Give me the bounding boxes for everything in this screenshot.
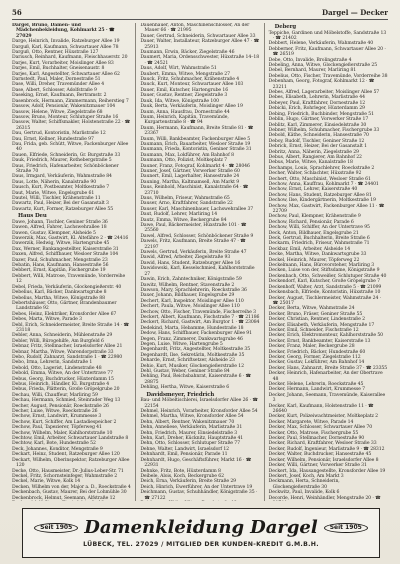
directory-entry: Daum, Hermann, Kaufmann, Breite Straße 81 · ☎ 23367 <box>140 125 254 137</box>
directory-entry: Daus, Adolf, Wirt, Wahmstraße 51 <box>140 66 217 72</box>
directory-entry: Dassow, Helene, Witwe, Ziegelstraße 68 <box>12 109 103 115</box>
directory-entry: Debus, Marie, Witwe, Kanalstraße 18 <box>268 160 353 166</box>
directory-entry: Dargel, Bruno, Damen- und Mädchenbekleidung, Kohlmarkt 25 · ☎ 27029 <box>12 23 115 39</box>
directory-entry: Dausch, Kurt, Postbeamter, Moltkestraße 7 <box>12 185 110 191</box>
directory-entry: Darguß, Otto, Rentner, Hüxstraße 127 <box>12 50 99 56</box>
directory-entry: Deckbar, Emil, Arbeiter, Alsheide 14 <box>268 246 351 252</box>
directory-entry: Debold, Otto, Lagerist, Lindenstraße 48 <box>12 365 102 371</box>
directory-entry: Dechow, Ernst, Lehrer, Kaiserstraße 40 <box>268 187 358 193</box>
directory-entry: Dechert, Paula, Witwe, Moislinger Allee 110 <box>140 304 240 310</box>
directory-entry: Daxer, Johann, Bildhauer, Engelsgrube 29 <box>140 293 235 299</box>
directory-entry: Dehl, Gustav, Weber, Geniner Straße 84 <box>140 369 230 374</box>
ad-oval-left: Seit 1905 <box>34 523 78 533</box>
directory-entry: Daus, Reinhold, Maschinist, Kanalstraße 64 · ☎ 23710 <box>140 185 249 196</box>
directory-entry: Daumann, Otto, Polizist, Moltkeplatz 7 <box>140 158 227 164</box>
directory-entry: Dauer, Walter, Installateur, Ratzeburger Allee 47 · ☎ 25913 <box>140 39 260 50</box>
directory-entry: Dase, Willi, Dreher, Travemünder Allee 4 <box>12 82 105 88</box>
directory-entry: Decker, Georg, Former, Ziegelstraße 112 <box>268 354 361 360</box>
directory-entry: Debus, Albert, Rangierer, Am Bahnhof 22 <box>268 154 362 160</box>
directory-entry: Dechow, Paul, Tapezierer, Töpferweg 41 <box>12 425 102 431</box>
directory-entry: Dechow, Wilhelm, Maler, Kahlhorststraße 10 <box>12 430 113 436</box>
directory-entry: Dawel, Alfred, Schlosser, Schönböckener Straße 9 <box>140 233 254 239</box>
directory-entry: Debeyer, Paul, Kraftfahrer, Dornestraße 12 <box>268 100 366 106</box>
directory-entry: Degen, Franz, Zimmerer, Dankwartsgrube 46 <box>140 336 243 342</box>
directory-entry: Daus, Lotte, Näherin, Kanalstraße 90 <box>12 179 97 185</box>
directory-entry: Debo, Irma, Lehrerin, Sandstraße 1 <box>12 360 93 366</box>
directory-entry: Deboy, Rudolf, Tischler, Geniner Straße 12 <box>268 138 365 144</box>
directory-entry: Decker, August, Tischlermeister, Wahmstraße 24 · ☎ 25017 <box>268 295 382 306</box>
directory-entry: Decke, Martha, Witwe, Dankwartsgrube 33 <box>268 252 367 258</box>
directory-entry: Daumann, Frieda, Kontoristin, Geniner Straße 31 <box>140 147 252 153</box>
directory-entry: Degen, Luise, Witwe, Hartengrube 5 <box>140 341 223 347</box>
directory-entry: Decorde, Henri, Weinhändler, Mengstraße 20 · ☎ <box>268 495 381 501</box>
directory-entry: Deckmann, Herta, Schneiderin, Glockengießerstraße 30 <box>268 479 340 490</box>
ad-footer: LÜBECK, TEL. 27029 / MITGLIED DER KUNDEN-KREDIT G.M.B.H. <box>83 541 319 548</box>
directory-entry: Debes, Marta, Witwe, Parade 3 <box>12 317 82 323</box>
directory-entry: Dazer, Paul, Schuhmacher, Mengstraße 23 <box>12 257 108 263</box>
directory-entry: Debner, Wilhelm, Schuhmacher, Fischergrube 33 <box>268 127 380 133</box>
directory-entry: Debler, Willi, Bürogehilfe, Am Burgfeld 6 <box>12 338 104 344</box>
directory-entry: Daum, Heinrich, Kapitän, Travemünde, Kurgartenstraße 8 · ☎ 94 <box>140 114 229 126</box>
directory-entry: Deckelmann, Hans, Bürovorsteher, Marliring 3 <box>268 263 375 269</box>
directory-entry: Dauk, Friedrich, Maurer, Rothebergstraße 5 <box>12 158 112 164</box>
directory-entry: Dauner, Josef, Gärtner, Vorwerker Straße 60 <box>140 168 240 174</box>
directory-entry: Dedekind, Marta, Hebamme, Hundestraße 18 <box>140 325 244 331</box>
directory-entry: Decker, Karl, Kaufmann, Holstenstraße 11 · ☎ 26640 <box>268 403 374 415</box>
directory-entry: Daut, Rudolf, Lehrer, Marliring 14 <box>140 212 218 218</box>
directory-entry: Dechamps, Louis, Sprachlehrer, Roeckstraße 2 <box>268 165 375 171</box>
directory-entry: Dawartz, Paul, Heizer, Bei der Gasanstalt 3 <box>12 201 109 207</box>
directory-entry: Deckenbach, Otto, Schweißer, Schlutuper Straße 40 <box>268 273 387 279</box>
directory-entry: Decker, Ernst, Bankbeamter, Kaiserstraße 13 <box>268 338 371 344</box>
column-3 <box>264 23 388 501</box>
directory-entry: Debler, Anna, Schneiderin, Mühlenstraße 29 <box>12 333 113 339</box>
directory-entry: Dechau, Willi, Chauffeur, Marliring 59 <box>12 392 98 398</box>
directory-entry: Deich, Hinrich, Ewerführer, An der Untertrave 19 <box>140 484 253 490</box>
directory-entry: Debl, Erich, Schneidermeister, Breite Straße 14 · ☎ 23118 <box>12 322 130 333</box>
directory-entry: Dassow, Adolf, Pensionär, Wakenitzmauer 104 <box>12 104 116 110</box>
directory-entry: Decke, Otto, Hausmeister, Dr.-Julius-Leber-Str. 71 <box>12 468 124 474</box>
directory-entry: Decker, Johann, Seemann, Travemünde, Kaiserallee 3 <box>268 392 386 404</box>
directory-entry: Dehn, Karl, Dreher, Kücknitz, Hauptstraße 41 <box>140 436 244 442</box>
directory-entry: Dawid, Hans, Student, Ratzeburger Allee 16 <box>140 260 241 266</box>
directory-entry: Debold, Käthe, Schneiderin, Hansestraße 70 <box>268 133 369 139</box>
directory-entry: Darjes, Karl, Angestellter, Schwartauer Allee 62 <box>12 71 120 77</box>
directory-entry: Decker, Berta, Witwe, Wahmstraße 24 <box>268 306 355 312</box>
directory-entry: Debbert, Ernst, Kapitän, Fischergrube 19 <box>12 268 106 274</box>
section-heading: Haus Deu <box>18 213 47 220</box>
directory-entry: Debatin, Hans, Kaufmann, Hansestraße 56 <box>12 263 109 269</box>
directory-entry: Dawitz, Wilhelm, Rentner, Stavenstraße 2 <box>140 282 235 288</box>
directory-entry: Dauer, Gertrud, Schneiderin, Schwartauer Allee 33 <box>140 33 256 39</box>
directory-entry: Debnar, Fritz, Stellmacher, Israelsdorfer Allee 21 <box>12 344 123 350</box>
directory-entry: Dawe, Paul, Bäckermeister, Hüxstraße 101 · ☎ 25560 <box>140 223 247 234</box>
directory-entry: Decker, Franz, Maler, Beckergrube 28 <box>268 344 355 350</box>
directory-entry: Daumann, Erich, Bauarbeiter, Wesloer Straße 19 <box>140 141 251 147</box>
directory-entry: Decher, August, Pensionär, Roeckstraße 26 <box>12 403 109 409</box>
directory-entry: Deck, Gertrud, Buchhalterin, Breite Straße 6 <box>268 236 370 242</box>
directory-entry: Dassow, Bruno, Monteur, Schlutuper Straße 16 <box>12 114 119 120</box>
directory-entry: Decken, Wilhelm von der, Major a. D., Roeckstraße 4 <box>12 484 131 490</box>
directory-entry: Decker, Wilhelm, Pensionär, Israelsdorfer Allee 8 <box>268 457 379 463</box>
directory-entry: Degenhardt, Ilse, Sekretärin, Moltkestraße 35 <box>140 352 245 358</box>
directory-entry: Daunert, Emil, Lagerhalter, Hansestraße 24 <box>140 174 240 180</box>
directory-entry: Decker, Bruno, Fräser, Geniner Straße 55 <box>268 311 363 317</box>
directory-entry: Debbert, Willi, Matrose, Travemünde, Vorderreihe 12 <box>12 273 126 285</box>
directory-entry: Decker, Gustav, Lokführer, Am Bahnhof 14 <box>268 360 365 366</box>
directory-entry: Deckarm, Friedrich, Friseur, Wahmstraße 71 <box>268 241 370 247</box>
directory-entry: Darge, Heinrich, Invalide, Ratzeburger Allee 19 <box>12 39 120 45</box>
directory-entry: Dehn, Anneliese, Verkäuferin, Marlistraße 31 <box>140 425 243 431</box>
directory-entry: Decker, Willi, Gärtner, Vorwerker Straße 31 <box>268 463 367 469</box>
directory-entry: Dawels, Gertrud, Verkäuferin, Breite Straße 47 <box>140 250 247 256</box>
directory-entry: Dehnhardt, Hugo, Geschäftsführer, Markt 16 · ☎ 22931 <box>140 457 252 469</box>
directory-entry: Dechert, Karl, Inspektor, Moislinger Allee 110 <box>140 298 244 304</box>
column-2 <box>135 23 259 501</box>
directory-entry: Deckel, Marie, Witwe, Kolk 14 <box>12 479 81 485</box>
directory-entry: Deckenbrock, Helmut, Seemann, Alfstraße 12 <box>12 495 116 501</box>
directory-entry: Debel, Bernhard, Maurer, Marliring 81 <box>268 68 357 74</box>
directory-entry: Decker, Christian, Rentner, Lindenstraße 2 <box>268 317 365 323</box>
directory-entry: Dawidowski, Karl, Kesselschmied, Kahlhorststraße 27 <box>140 266 255 277</box>
directory-entry: Daut, Marie, Witwe, Engelsgrube 61 <box>12 190 95 196</box>
directory-entry: Deckendorf, Karl, Kutscher, Große Gröpelgrube 7 <box>268 279 381 285</box>
directory-entry: Deckart, Wilhelm, Oberinspektor, Ratzeburger Allee 120 <box>12 457 130 469</box>
directory-entry: Dehmel, Heinrich, Vorarbeiter, Kronsforder Allee 54 <box>140 409 258 415</box>
directory-entry: Decker, Hans, Zahnarzt, Breite Straße 37 · ☎ 23355 <box>268 365 388 371</box>
directory-entry: Dassow, Walter, Schiffsmakler, Holstenstraße 22 · ☎ 26315 <box>12 120 131 131</box>
directory-entry: Decker, Richard, Kraftfahrer, Wesloer Straße 33 <box>268 441 377 447</box>
page-header <box>12 6 388 18</box>
directory-entry: Dehling, Hertha, Witwe, Kaiserstraße 6 <box>140 385 230 391</box>
directory-entry: Dautel, Willi, Tischler, Krähenstraße 11 <box>12 196 101 201</box>
directory-entry: Debelius, Martha, Witwe, Königstraße 88 <box>12 295 105 301</box>
directory-entry: Dehnhardt, Emil, Pensionär, Parade 11 <box>140 452 228 458</box>
directory-entry: Debritz, Anna, Näherin, Ziegelstraße 29 <box>268 149 359 155</box>
directory-entry: Dechtow, Karl, Bote, Hundestraße 52 <box>12 441 96 447</box>
directory-entry: Deckert, Ida, Hausangestellte, Kronsforder Allee 19 <box>268 468 386 474</box>
directory-entry: Debelius, Karl, Bäcker, Dankwartsgrube 8 <box>12 290 107 296</box>
directory-entry: Debicki, Erich, Rohrleger, Hüxterdamm 29 <box>268 106 365 112</box>
directory-entry: Dawels, Fritz, Kaufmann, Breite Straße 47 · ☎ 22197 <box>140 239 246 250</box>
directory-entry: Dawson, Mary, Sprachlehrerin, Roeckstraße 36 <box>140 287 247 293</box>
directory-entry: Degenhardt, Fritz, Angestellter, Moltkestraße 35 <box>140 347 251 353</box>
directory-entry: Deichmann, Gustav, Schuhhändler, Königstraße 35 · ☎ 27122 <box>140 490 258 501</box>
directory-entry: Deckel, Fritz, Schornsteinfeger, Wahmstraße 2 <box>12 473 118 479</box>
directory-entry: Dechow, Kurt, Schiffer, Am Lastadiespeicher 2 <box>12 419 117 425</box>
directory-entry: Dasenbrock, Hermann, Zimmermann, Reiherstieg 7 <box>12 98 129 104</box>
directory-entry: Dauck, Fritz, Schuhmacher, Krähenstraße 4 <box>140 77 240 83</box>
directory-entry: Deblin, Hugo, Gärtner, Vorwerker Straße 17 <box>268 117 369 123</box>
directory-entry: Dauser, Arno, Kraftfahrer, Sandstraße 22 <box>140 201 233 207</box>
directory-entry: Debo, Rudolf, Zahnarzt, Sandstraße 1 · ☎ 22980 <box>12 354 123 360</box>
directory-entry: Deckert, Josef, Koch, Am Markt 3 <box>268 473 344 479</box>
directory-entry: Dechow, Otto, Fischer, Travemünde, Fischerreihe 3 <box>140 309 256 315</box>
directory-entry: Dechau, Hermann, Schmied, Steinrader Weg 13 <box>12 398 121 404</box>
directory-entry: Dehnke, Fritz, Bote, Hüxterdamm 8 <box>140 468 221 474</box>
directory-entry: Teppiche, Gardinen und Möbelstoffe, Sandstraße 13 · ☎ 21402 <box>268 30 387 41</box>
directory-entry: Decker, Friedrich, Bäcker, Hundestraße 60 <box>268 349 366 355</box>
directory-entry: Dechtow, Emil, Arbeiter, Schwartauer Landstraße 8 <box>12 436 129 442</box>
advertisement-banner <box>22 508 380 558</box>
directory-entry: Deckensbach, Elfriede, Kontoristin, Hüxstraße 10 <box>268 290 381 296</box>
directory-entry: Debus, Frieda, Plätterin, Große Gröpelgrube 20 <box>12 387 120 393</box>
directory-entry: Dechow, Hans, Student, Ratzeburger Allee 81 <box>268 192 372 198</box>
directory-entry: Dax, Werner, Bankangestellter, Kaiserstraße 31 <box>12 246 119 252</box>
directory-entry: Dechow, Ilse, Kindergärtnerin, Moltkestraße 19 <box>268 198 376 204</box>
directory-entry: Dauser, Karl, Maschinenbauer, Lachswehrallee 37 <box>140 206 254 212</box>
directory-entry: Decker, Otto, Matrose, Fischergrube 55 <box>268 430 359 436</box>
directory-entry: Dawartz, Kurt, Former, Ratzeburger Allee 55 <box>12 206 114 212</box>
directory-entry: Bau- und Möbeltischlerei, Israelsdorfer Allee 26 · ☎ 22154 <box>140 398 258 409</box>
directory-entry: Darjes, Kurt, Vorarbeiter, Moislinger Allee 83 <box>12 60 114 66</box>
directory-entry: Dechert, Otto, Maschinist, Wesloer Straße 61 <box>268 176 371 182</box>
directory-entry: Dautz, Emma, Witwe, Beckergrube 84 <box>140 217 227 223</box>
directory-entry: Dariusch, Reinhard, Kaufmann, Fleischhauerstr. 20 <box>12 55 128 61</box>
directory-entry: Daus, Irmgard, Verkäuferin, Wahmstraße 84 <box>12 174 112 180</box>
directory-entry: Deharde, Ernst, Schriftsetzer, Alsheide 23 <box>140 358 235 364</box>
directory-entry: Daus, Wilhelm, Friseur, Wahmstraße 65 <box>140 196 230 201</box>
directory-entry: Debel, Frieda, Verkäuferin, Glockengießerstr. 40 <box>12 284 122 290</box>
directory-entry: Decken, Luise von der, Stiftsdame, Königstraße 9 <box>268 268 380 274</box>
directory-entry: Daxen, Alfred, Schiffbauer, Wesloer Straße 104 <box>12 252 119 258</box>
directory-entry: Debelius, Otto, Fischer, Travemünde, Vorderreihe 38 <box>268 73 388 79</box>
directory-entry: Deich, Erna, Verkäuferin, Breite Straße 29 <box>140 479 237 485</box>
directory-entry: Dauer, Gustav, Rentner, Ziegelstraße 3 <box>140 93 228 99</box>
directory-entry: Dechow, Willi, Schiffer, An der Untertrave 95 <box>268 225 370 231</box>
directory-entry: Debeling, Anna, Witwe, Glockengießerstraße 25 <box>268 63 378 69</box>
directory-entry: Deckwitz, Paul, Invalide, Kolk 6 <box>268 490 340 496</box>
directory-entry: Dechow, Richard, Pensionär, Parade 6 <box>268 219 354 225</box>
running-head: Dargel — Decker <box>322 7 388 17</box>
directory-entry: Decker, Rudolf, Ingenieur, Marlistraße 9 · ☎ 28312 <box>268 446 385 452</box>
directory-entry: Darjes, Emil, Buchhalter, Gneisenaustr. 8 <box>12 66 105 72</box>
ad-brand-line <box>34 518 368 538</box>
directory-entry: Deckel, Heinrich, Maurer, Töpferweg 22 <box>268 257 360 263</box>
ad-brand-right: Dargel <box>250 517 318 538</box>
directory-entry: Dauck, Kurt, Monteur, Schwartauer Allee 103 <box>140 82 244 88</box>
directory-entry: Dehn, Albert, Rentner, Wakenitzmauer 70 <box>140 419 235 425</box>
directory-entry: Daseking, Ernst, Kaufmann, Bertramstr. 2 <box>12 93 107 99</box>
section-heading: Davidsmeyer, Friedrich <box>146 391 215 398</box>
directory-entry: Dauning, Martha, Kaltmamsell, Am Markt 9 <box>140 179 240 185</box>
directory-columns <box>12 23 388 501</box>
directory-entry: Daus, Friedrich, Hafenarbeiter, Schönböckener Straße 70 <box>12 163 119 174</box>
directory-entry: Deckert, Richard, Gastwirt, Am Burgtor 1 · ☎ 23084 <box>140 320 260 326</box>
directory-entry: Dauer, Emil, Kutscher, Hartengrube 16 <box>140 87 229 93</box>
directory-entry: Deckert, Albert, Kaufmann, Fischstraße 7 · ☎ 21186 <box>140 314 260 320</box>
directory-entry: Dawerzik, Max, Gastwirt, Kl. Altefähre 2 · ☎ 24416 <box>12 236 129 242</box>
directory-entry: Deck, Anton, Bildhauer, Engelsgrube 21 <box>268 230 359 236</box>
directory-entry: Dehn, Otto, Schlosser, Schlutuper Straße 77 <box>140 441 240 447</box>
directory-entry: Debus, Heinrich, Händler, Kl. Burgstraße 4 <box>12 382 110 387</box>
directory-entry: Dawen, Alfred, Fahrer, Lachswehrallee 18 <box>12 225 107 231</box>
directory-entry: Daum, Willi, Bankbeamter, Fackenburger Allee 5 <box>140 136 251 142</box>
directory-entry: Deibele, Alois, Koch, Beckergrube 62 <box>140 473 224 479</box>
directory-entry: Debrick, Ernst, Heizer, Bei der Gasanstalt 1 <box>268 144 367 150</box>
directory-entry: Debes, Heinz, Elektriker, Kronsforder Allee 67 <box>12 311 117 317</box>
directory-entry: Dawid, Alfred, Arbeiter, Ziegelstraße 93 <box>140 255 231 261</box>
directory-entry: Dawen, Gustav, Klempner, Alsheide 5 <box>12 230 96 236</box>
directory-entry: Dechow, Ernst, Landwirt, Krummesse 3 <box>12 414 102 420</box>
directory-entry: Deckart, Heinz, Student, Ratzeburger Allee 120 <box>12 452 120 458</box>
directory-entry: Debnar, Martha, Witwe, Warendorpstraße 33 <box>12 349 114 355</box>
directory-entry: Decker, Kurt, Polizeiwachtmeister, Moltkeplatz 2 <box>268 414 379 420</box>
column-1 <box>12 23 131 501</box>
directory-entry: Dehmel, Martha, Witwe, Kronsforder Allee 54 <box>140 414 244 420</box>
directory-entry: Dedow, Hans, Schiffbauer, Fackenburger Allee 91 <box>140 331 252 337</box>
directory-entry: Dauner, Franz, Fotograf, Kohlmarkt 4 · ☎ 28046 <box>140 163 250 169</box>
directory-entry: Decher, Luise, Witwe, Roeckstraße 26 <box>12 409 98 415</box>
page-number: 56 <box>12 7 22 17</box>
directory-entry: Deckenhoff, Walter, Arzt, Sandstraße 5 · ☎ 21099 <box>268 284 382 290</box>
directory-entry: Dase, Albert, Schlosser, Adolfstraße 9 <box>12 87 97 93</box>
directory-entry: Debing, Friedrich, Buchbinder, Mengstraße 51 <box>268 111 374 117</box>
directory-entry: Daubert, Emma, Witwe, Mengstraße 27 <box>140 71 230 77</box>
directory-entry: Dauen, Elfriede, Schneiderin, Gr. Burgstraße 33 <box>12 152 121 158</box>
directory-entry: Daumann, Erwin, Bäcker, Ziegelstraße 46 <box>140 50 235 56</box>
directory-entry: Dechow, Paul, Klempner, Krähenstraße 9 <box>268 214 361 220</box>
header-rule <box>12 19 388 20</box>
directory-entry: Dehne, Walter, Landwirt, Israelsdorf 12 <box>140 446 230 452</box>
directory-entry: Dauenhauer, Anton, Maschinenschlosser, An der Mauer 66 · ☎ 21995 <box>140 23 250 34</box>
directory-entry: Dawerzik, Hedwig, Witwe, Hartengrube 45 <box>12 241 110 247</box>
directory-entry: Debes, Elisabeth, Lehrerin, Marlistraße 44 <box>268 95 365 101</box>
directory-entry: Darnstedt, Paul, Maler, Dornestraße 51 <box>12 77 101 83</box>
directory-entry: Daumert, Maria, Ordensschwester, Hüxstraße 14–18 · ☎ 24521 <box>140 55 260 66</box>
directory-entry: Daum, Anna, Hausfrau, Dornestraße 44 <box>140 109 230 115</box>
directory-entry: Decker, Erich, Elektromonteur, Kahlhorststraße 50 <box>268 333 384 339</box>
directory-entry: Deckenbach, Gustav, Maurer, Bei der Lohmühle 30 <box>12 490 127 496</box>
directory-entry: Deck, Johannes, Konditor, Mengstraße 9 <box>12 446 103 452</box>
directory-entry: Dawin, Erich, Zahntechniker, Königstraße 59 <box>140 277 242 283</box>
directory-entry: Decker, Paul, Stellmacher, Dornestraße 90 <box>268 436 365 442</box>
directory-entry: Debus, Georg, Buchdrucker, Hüxterdamm 15 <box>12 376 114 382</box>
directory-entry: Dehio, Kurt, Musiker, Glockengießerstraße 12 <box>140 363 244 369</box>
directory-entry: Dau, Ernst, Kellner, Hundestraße 97 <box>12 136 94 142</box>
directory-entry: Deblitz, Karl, Zimmerer, Einsiedelstraße 30 <box>268 122 367 128</box>
directory-entry: Debenham, Georg, Fotograf, Kohlmarkt 12 · ☎ 23211 <box>268 79 375 90</box>
directory-entry: Debertshäuser, Otto, Gärtner, Brandenbaumer Landstraße 92 <box>12 300 117 312</box>
directory-entry: Debberner, Fritz, Kaufmann, Schwartauer Allee 20 · ☎ 26519 <box>268 46 386 58</box>
directory-entry: Debe, Otto, Invalide, Brolingstraße 4 <box>268 57 352 63</box>
directory-entry: Debbert, Helene, Verkäuferin, Wahmstraße 40 <box>268 41 374 47</box>
section-heading: Deberg <box>274 24 297 30</box>
directory-entry: Dehling, Paul, Reichsbahnrat, Kaiserstraße 6 · ☎ 28875 <box>140 374 252 385</box>
directory-entry: Dau, Gertrud, Kontoristin, Marlistraße 12 <box>12 131 106 137</box>
directory-entry: Debes, Alfred, Lagerarbeiter, Moislinger Allee 57 <box>268 90 380 96</box>
directory-entry: Dechow, Anna, Kauffrau, Kohlmarkt 7 · ☎ 24401 <box>268 181 379 187</box>
directory-entry: Decker, Margarete, Witwe, Parade 14 <box>268 419 354 425</box>
directory-entry: Decker, Helene, Lehrerin, Roeckstraße 45 <box>268 382 364 387</box>
directory-entry: Decker, Elisabeth, Verkäuferin, Mengstraße 17 <box>268 322 375 328</box>
directory-entry: Daumann, Max, Lokführer, Am Bahnhof 8 <box>140 152 234 158</box>
directory-entry: Decker, Heinrich, Hafenarbeiter, An der Obertrave 48 <box>268 371 383 382</box>
directory-entry: Decker, Max, Schlosser, Schwartauer Allee 70 <box>268 425 373 431</box>
directory-entry: Dechow, Max, Gastwirt, Fackenburger Allee 11 · ☎ 22709 <box>268 203 385 214</box>
directory-entry: Debold, Emma, Witwe, An der Untertrave 77 <box>12 371 113 377</box>
directory-entry: Darguß, Karl, Kaufmann, Schwartauer Allee 78 <box>12 44 119 50</box>
directory-entry: Dawe, Johann, Tischler, Geniner Straße 36 <box>12 219 108 225</box>
directory-entry: Decker, Walter, Buchdrucker, Hansestraße 45 <box>268 452 372 458</box>
directory-entry: Decker, Hermann, Landwirt, Krummesse 7 <box>268 387 365 393</box>
directory-entry: Decker, Emil, Schneider, Fischstraße 12 <box>268 327 359 333</box>
directory-entry: Dauk, Berta, Verkäuferin, Moislinger Allee 19 <box>140 104 243 110</box>
directory-entry: Dehn, Friedrich, Maurer, Einsiedelstraße 3 <box>140 430 238 436</box>
directory-entry: Decher, Walter, Schlachter, Hüxstraße 92 <box>268 171 362 177</box>
directory-entry: Dau, Frida, geb. Schütt, Witwe, Fackenburger Allee 40 <box>12 141 129 153</box>
directory-entry: Dauk, Ida, Witwe, Königstraße 100 <box>140 98 219 104</box>
ad-oval-right: Seit 1905 <box>324 523 368 533</box>
ad-brand-left: Damenkleidung <box>84 517 245 538</box>
